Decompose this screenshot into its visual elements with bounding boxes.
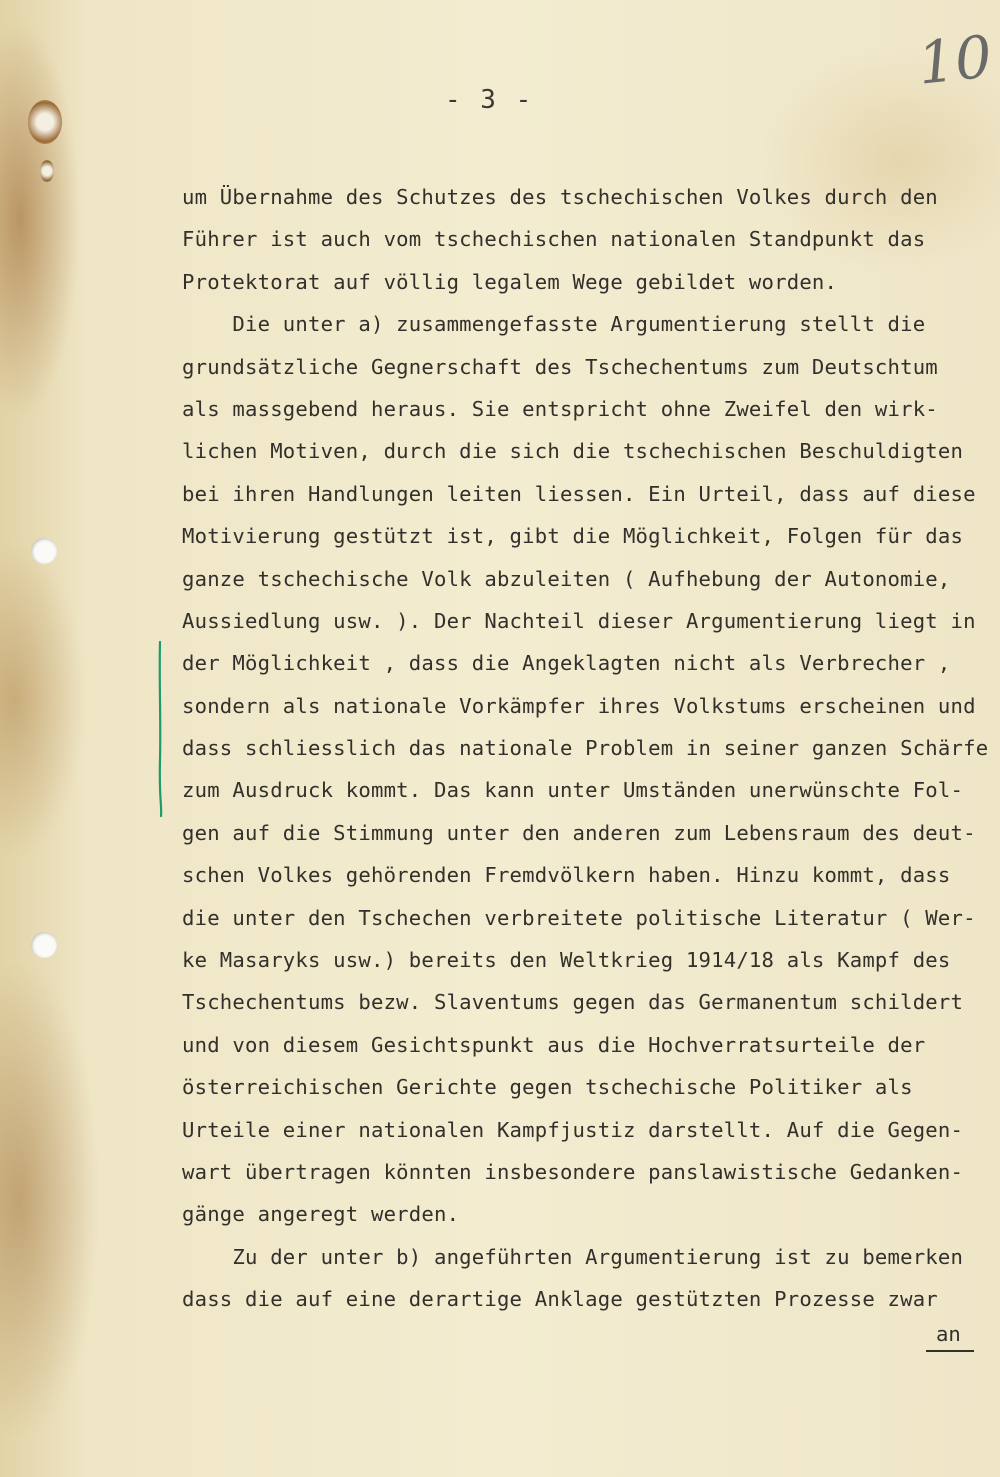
archive-number: 10 (914, 22, 996, 98)
text-line: Zu der unter b) angeführten Argumentierung ist zu bemerken (182, 1244, 964, 1269)
text-line: und von diesem Gesichtspunkt aus die Hochverratsurteile der (182, 1032, 926, 1057)
text-line: Die unter a) zusammengefasste Argumentierung stellt die (182, 312, 926, 337)
text-line: grundsätzliche Gegnerschaft des Tschechentums zum Deutschtum (182, 354, 938, 379)
text-line: gänge angeregt werden. (182, 1202, 460, 1227)
burn-stain (28, 100, 62, 144)
text-line: Tschechentums bezw. Slaventums gegen das Germanentum schildert (182, 990, 964, 1015)
text-line: Urteile einer nationalen Kampfjustiz darstellt. Auf die Gegen- (182, 1117, 964, 1142)
text-line: zum Ausdruck kommt. Das kann unter Umständen unerwünschte Fol- (182, 778, 964, 803)
punch-hole (31, 538, 57, 564)
text-line: lichen Motiven, durch die sich die tschechischen Beschuldigten (182, 439, 964, 464)
text-line: dass die auf eine derartige Anklage gestützten Prozesse zwar (182, 1287, 938, 1312)
catchword: an (936, 1322, 961, 1346)
margin-mark (150, 640, 170, 820)
punch-hole (31, 932, 57, 958)
text-line: Führer ist auch vom tschechischen nationalen Standpunkt das (182, 227, 926, 252)
text-line: sondern als nationale Vorkämpfer ihres Volkstums erscheinen und (182, 693, 976, 718)
text-line: ke Masaryks usw.) bereits den Weltkrieg 1914/18 als Kampf des (182, 948, 951, 973)
text-line: die unter den Tschechen verbreitete politische Literatur ( Wer- (182, 905, 976, 930)
text-line: schen Volkes gehörenden Fremdvölkern haben. Hinzu kommt, dass (182, 863, 951, 888)
text-line: dass schliesslich das nationale Problem in seiner ganzen Schärfe (182, 736, 989, 761)
text-line: gen auf die Stimmung unter den anderen zum Lebensraum des deut- (182, 820, 976, 845)
text-line: ganze tschechische Volk abzuleiten ( Aufhebung der Autonomie, (182, 566, 951, 591)
text-line: Protektorat auf völlig legalem Wege gebildet worden. (182, 269, 838, 294)
text-line: Aussiedlung usw. ). Der Nachteil dieser Argumentierung liegt in (182, 608, 976, 633)
text-line: österreichischen Gerichte gegen tschechische Politiker als (182, 1075, 913, 1100)
text-line: der Möglichkeit , dass die Angeklagten nicht als Verbrecher , (182, 651, 951, 676)
text-line: als massgebend heraus. Sie entspricht ohne Zweifel den wirk- (182, 396, 938, 421)
text-line: um Übernahme des Schutzes des tschechischen Volkes durch den (182, 185, 938, 209)
page-number: - 3 - (445, 85, 534, 115)
text-line: Motivierung gestützt ist, gibt die Möglichkeit, Folgen für das (182, 524, 964, 549)
text-line: wart übertragen könnten insbesondere panslawistische Gedanken- (182, 1159, 964, 1184)
text-line: bei ihren Handlungen leiten liessen. Ein Urteil, dass auf diese (182, 481, 976, 506)
catchword-underline (926, 1350, 974, 1352)
burn-stain (40, 160, 54, 182)
body-text (182, 176, 997, 1321)
